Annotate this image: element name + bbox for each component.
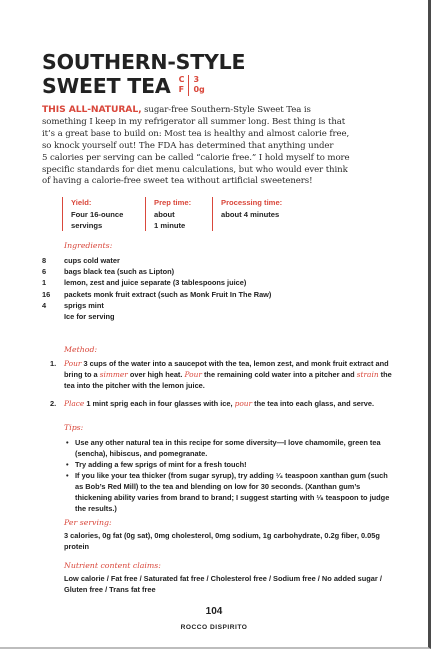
ingredient-name: lemon, zest and juice separate (3 tablespoons juice) bbox=[64, 278, 247, 288]
bullet-icon: • bbox=[66, 460, 69, 469]
step-verb: Place bbox=[64, 399, 85, 408]
title-line-1: SOUTHERN-STYLE bbox=[42, 50, 246, 74]
ingredient-name: sprigs mint bbox=[64, 300, 104, 310]
prep-value-1: about bbox=[154, 210, 175, 219]
intro-line: it’s a great base to build on: Most tea is healthy and almost calorie free, bbox=[42, 128, 350, 139]
step-verb: Pour bbox=[64, 359, 82, 368]
title-line-2-row bbox=[42, 74, 245, 98]
method-heading: Method: bbox=[64, 345, 98, 354]
intro-line: something I keep in my refrigerator all summer long. Best thing is that bbox=[42, 116, 346, 127]
intro-line: 5 calories per serving can be called “calorie free.” I hold myself to more bbox=[42, 152, 350, 163]
tip-item bbox=[66, 470, 398, 514]
step-fragment: the remaining cold water into a pitcher and bbox=[201, 370, 357, 379]
yield-value-1: Four 16-ounce bbox=[71, 210, 124, 219]
claims-heading: Nutrient content claims: bbox=[64, 561, 161, 570]
tip-item bbox=[66, 437, 398, 459]
intro-line: specific standards for diet menu calculations, but who would ever think bbox=[42, 164, 348, 175]
step-fragment: over high heat. bbox=[127, 370, 185, 379]
per-serving-text: 3 calories, 0g fat (0g sat), 0mg cholesterol, 0mg sodium, 1g carbohydrate, 0.2g fiber, 0.05g protein bbox=[64, 531, 380, 551]
intro-lead: THIS ALL-NATURAL, bbox=[42, 104, 142, 115]
ingredient-qty: 16 bbox=[42, 289, 51, 299]
ingredient-row bbox=[42, 300, 271, 311]
bullet-icon: • bbox=[66, 471, 69, 480]
tips-heading: Tips: bbox=[64, 423, 84, 432]
yield-label: Yield: bbox=[71, 198, 92, 207]
ingredient-qty: 1 bbox=[42, 278, 47, 288]
ingredient-row bbox=[42, 277, 271, 288]
bullet-icon: • bbox=[66, 438, 69, 447]
prep-label: Prep time: bbox=[154, 198, 192, 207]
author-name: ROCCO DISPIRITO bbox=[180, 624, 248, 631]
processing-value: about 4 minutes bbox=[221, 210, 280, 219]
tip-text: Use any other natural tea in this recipe for some diversity—I love chamomile, green tea (sencha), hibiscus, and pomegranate. bbox=[75, 438, 381, 458]
tips-list bbox=[66, 437, 398, 514]
ingredient-qty: 4 bbox=[42, 300, 47, 310]
step-verb: strain bbox=[356, 370, 379, 379]
carb-fat-badge bbox=[179, 75, 205, 96]
tip-text: If you like your tea thicker (from sugar syrup), try adding ¹⁄₄ teaspoon xanthan gum (such as Bob’s Red Mill) to the tea and blending on low for 30 seconds. (Xanthan gum’s thickening ability varies from brand to brand; I suggest starting with ¹⁄₈ teaspoon to judge the results.) bbox=[75, 471, 390, 513]
fat-label: F bbox=[178, 85, 185, 94]
badge-divider bbox=[188, 75, 189, 96]
claims-text: Low calorie / Fat free / Saturated fat free / Cholesterol free / Sodium free / No added sugar / Gluten free / Trans fat free bbox=[64, 574, 382, 594]
ingredients-heading: Ingredients: bbox=[64, 241, 113, 250]
step-verb: Pour bbox=[184, 370, 202, 379]
ingredient-qty: 8 bbox=[42, 256, 47, 265]
processing-label: Processing time: bbox=[221, 198, 283, 207]
prep-block bbox=[145, 197, 202, 231]
step-number: 2. bbox=[50, 399, 57, 408]
recipe-meta bbox=[62, 197, 311, 231]
ingredient-name: bags black tea (such as Lipton) bbox=[64, 267, 175, 277]
badge-values bbox=[193, 75, 204, 96]
recipe-title bbox=[42, 50, 245, 98]
carb-label: C bbox=[178, 75, 185, 84]
badge-labels bbox=[179, 75, 185, 96]
step-verb: pour bbox=[234, 399, 253, 408]
ingredients-list bbox=[42, 255, 271, 322]
intro-line: of having a calorie-free sweet tea without artificial sweeteners! bbox=[42, 176, 313, 187]
ingredient-row bbox=[42, 255, 271, 266]
ingredient-row bbox=[42, 311, 271, 322]
processing-block bbox=[212, 197, 301, 231]
tip-item bbox=[66, 459, 398, 470]
step-fragment: the tea into the pitcher with the lemon juice. bbox=[64, 370, 392, 390]
method-steps bbox=[50, 358, 402, 416]
intro-paragraph bbox=[42, 104, 392, 188]
step-text bbox=[64, 358, 402, 391]
step-number: 1. bbox=[50, 359, 57, 368]
ingredient-qty bbox=[42, 311, 64, 322]
carb-value: 3 bbox=[193, 75, 200, 84]
step-verb: simmer bbox=[99, 370, 128, 379]
step-text bbox=[64, 398, 402, 409]
per-serving-heading: Per serving: bbox=[64, 518, 112, 527]
step-fragment: the tea into each glass, and serve. bbox=[252, 399, 375, 408]
ingredient-name: Ice for serving bbox=[64, 312, 115, 322]
ingredient-qty: 6 bbox=[42, 267, 47, 277]
step-fragment: 1 mint sprig each in four glasses with ice, bbox=[84, 399, 235, 408]
title-line-2: SWEET TEA bbox=[42, 74, 171, 98]
tip-text: Try adding a few sprigs of mint for a fresh touch! bbox=[75, 460, 247, 469]
yield-block bbox=[62, 197, 135, 231]
prep-value-2: 1 minute bbox=[154, 221, 186, 230]
method-step bbox=[50, 398, 402, 409]
page-number: 104 bbox=[205, 606, 223, 617]
method-step bbox=[50, 358, 402, 391]
intro-line: sugar-free Southern-Style Sweet Tea is bbox=[141, 105, 311, 115]
step-fragment: 3 cups of the water into a saucepot with the tea, lemon zest, and monk fruit extract and bring to a bbox=[64, 359, 389, 379]
ingredient-row bbox=[42, 266, 271, 277]
ingredient-name: packets monk fruit extract (such as Monk Fruit In The Raw) bbox=[64, 289, 272, 299]
ingredient-name: cups cold water bbox=[64, 256, 120, 265]
yield-value-2: servings bbox=[71, 221, 103, 230]
fat-value: 0g bbox=[193, 85, 205, 94]
intro-line: so knock yourself out! The FDA has determined that anything under bbox=[42, 140, 334, 151]
ingredient-row bbox=[42, 289, 271, 300]
